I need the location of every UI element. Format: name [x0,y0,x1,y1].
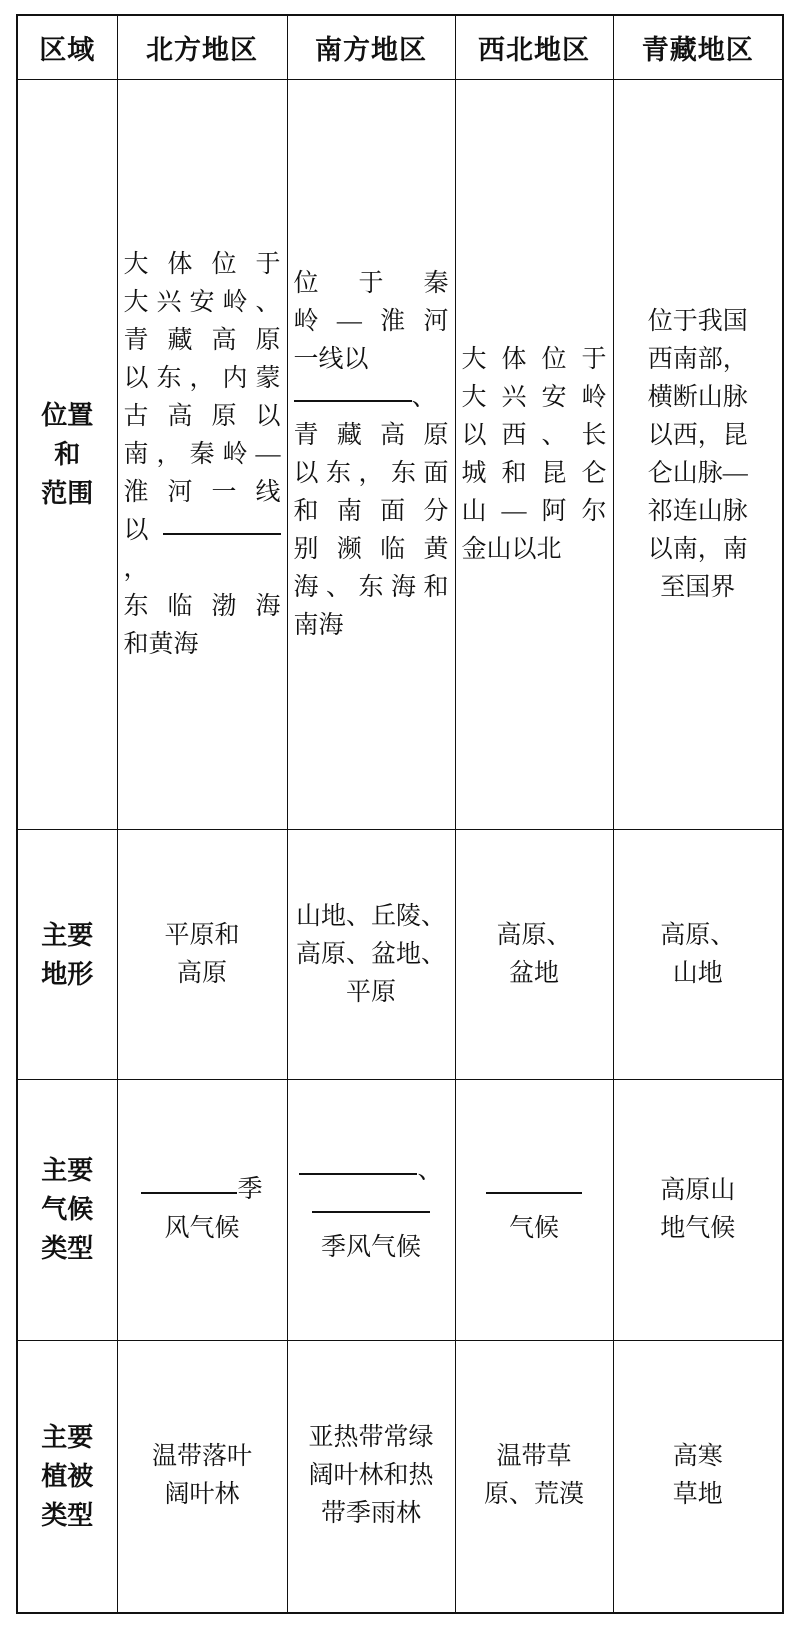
text-line: 大兴安岭、 [123,288,281,316]
text-line: 别濒临黄 [293,535,449,563]
row-label-line: 类型 [41,1500,94,1530]
fill-in-blank[interactable] [294,400,412,402]
cell-vegetation-south [287,1340,455,1613]
text-line: 城和昆仑 [461,459,607,487]
text-line: 高原、 [496,921,572,949]
text-line: 温带落叶 [151,1443,252,1471]
cell-vegetation-qingzang [613,1340,783,1613]
text-line: 阔叶林和热 [308,1462,434,1490]
cell-landform-qingzang [613,830,783,1080]
text-line: 以西、长 [461,421,607,449]
text-line: 大体位于 [461,345,607,373]
text-line: 和黄海 [123,630,199,658]
row-label-line: 类型 [41,1234,94,1264]
text-line: 以南，南 [647,535,748,563]
text-line: 山地、丘陵、 [295,902,446,930]
table-row [17,1340,783,1613]
text-line: 以西，昆 [647,421,748,449]
text-line: 山—阿尔 [461,497,607,525]
text-line: 山地 [672,959,723,987]
cell-landform-northwest [455,830,613,1080]
text-line-with-blank [294,1190,449,1229]
header-south: 南方地区 [287,15,455,80]
cell-climate-north [117,1080,287,1340]
row-label-line: 和 [54,440,81,470]
cell-position-south [287,80,455,830]
text-line-with-blank: 、 [294,1152,449,1191]
text-line: 西南部， [647,345,748,373]
text-line: 青藏高原 [293,421,449,449]
fill-in-blank[interactable] [141,1192,237,1194]
fill-in-blank[interactable] [486,1192,582,1194]
fill-in-blank[interactable] [312,1211,430,1213]
text-fragment: ， [123,554,149,582]
fill-in-blank[interactable] [163,533,281,535]
row-label-line: 位置 [41,401,94,431]
text-line: 高原、 [660,921,736,949]
cell-vegetation-northwest [455,1340,613,1613]
text-line: 草地 [672,1481,723,1509]
text-line-with-blank: 季 [124,1171,281,1210]
text-line: 淮河一线 [123,478,281,506]
cell-position-north [117,80,287,830]
text-fragment: 以 [123,516,163,544]
text-line: 以东，东面 [293,459,449,487]
row-label-main-landform [17,830,117,1080]
cell-position-northwest [455,80,613,830]
text-line: 横断山脉 [647,383,748,411]
text-line: 南海 [293,611,344,639]
table-header-row [17,15,783,80]
text-line: 岭—淮河 [293,307,449,335]
row-label-line: 气候 [41,1195,94,1225]
row-label-line: 主要 [41,1156,94,1186]
cell-climate-northwest [455,1080,613,1340]
text-line: 平原 [345,978,396,1006]
row-label-position-range [17,80,117,830]
text-line: 风气候 [164,1214,240,1242]
text-line: 大体位于 [123,250,281,278]
text-line: 季风气候 [320,1234,421,1262]
text-line-with-blank [124,512,281,588]
region-comparison-table [16,14,784,1614]
cell-vegetation-north [117,1340,287,1613]
cell-climate-qingzang [613,1080,783,1340]
text-line: 带季雨林 [320,1500,421,1528]
row-label-line: 主要 [41,920,94,950]
text-line: 和南面分 [293,497,449,525]
row-label-line: 地形 [41,959,94,989]
text-line: 仑山脉— [647,459,748,487]
row-label-main-vegetation-type [17,1340,117,1613]
cell-position-qingzang [613,80,783,830]
text-line-with-blank [294,341,449,379]
text-line: 金山以北 [461,535,562,563]
table-row [17,80,783,830]
text-line: 祁连山脉 [647,497,748,525]
table-row [17,830,783,1080]
text-line: 高原 [176,959,227,987]
cell-landform-south [287,830,455,1080]
text-line: 位于秦 [293,269,449,297]
text-line: 东临渤海 [123,592,281,620]
fill-in-blank[interactable] [299,1173,417,1175]
text-line: 南，秦岭— [123,440,281,468]
cell-landform-north [117,830,287,1080]
text-line-with-blank [462,1171,607,1210]
text-line: 平原和 [164,921,240,949]
text-line: 高寒 [672,1443,723,1471]
text-line: 海、东海和 [293,573,449,601]
text-fragment: 、 [411,383,437,411]
text-line: 地气候 [660,1214,736,1242]
row-label-main-climate-type [17,1080,117,1340]
text-line: 以东，内蒙 [123,364,281,392]
header-qingzang: 青藏地区 [613,15,783,80]
text-line: 高原、盆地、 [295,940,446,968]
row-label-line: 主要 [41,1422,94,1452]
text-line: 盆地 [508,959,559,987]
cell-climate-south [287,1080,455,1340]
text-line: 阔叶林 [164,1481,240,1509]
text-line: 原、荒漠 [483,1481,584,1509]
header-north: 北方地区 [117,15,287,80]
text-line: 青藏高原 [123,326,281,354]
text-line: 气候 [508,1214,559,1242]
row-label-line: 植被 [41,1461,94,1491]
text-line: 高原山 [660,1176,736,1204]
text-line-with-blank [294,379,449,417]
header-region: 区域 [17,15,117,80]
header-northwest: 西北地区 [455,15,613,80]
text-line: 位于我国 [647,307,748,335]
table-row [17,1080,783,1340]
text-line: 温带草 [496,1443,572,1471]
text-line: 亚热带常绿 [308,1424,434,1452]
row-label-line: 范围 [41,479,94,509]
text-line: 古高原以 [123,402,281,430]
text-line: 大兴安岭 [461,383,607,411]
text-line: 至国界 [660,573,736,601]
text-fragment: 一线以 [293,345,369,373]
